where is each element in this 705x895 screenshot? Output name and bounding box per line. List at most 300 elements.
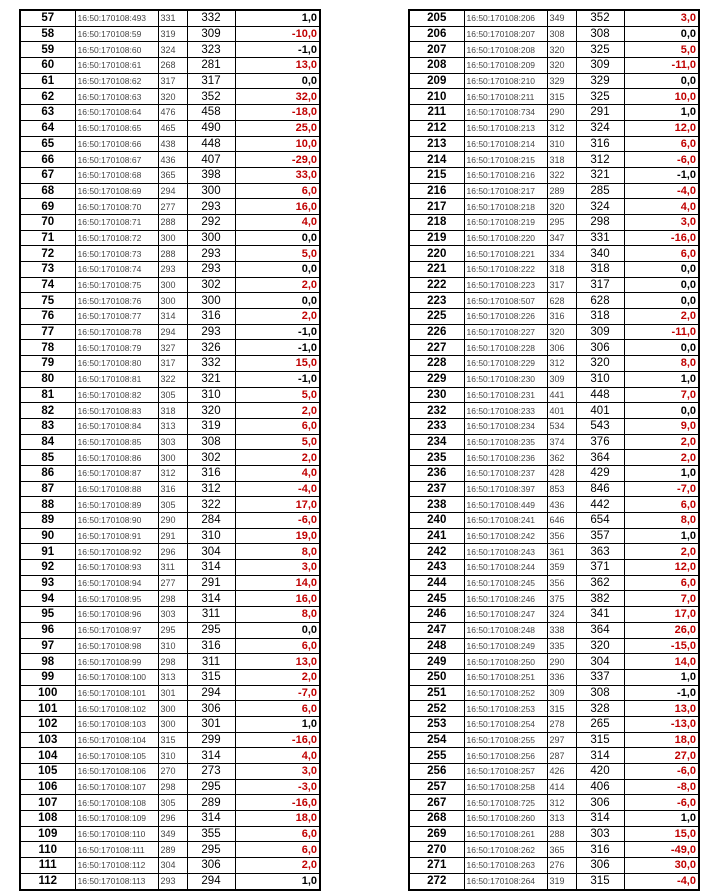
- value-b-cell: 293: [187, 246, 235, 262]
- row-index-cell: 109: [20, 826, 75, 842]
- difference-cell: 13,0: [235, 58, 320, 74]
- row-index-cell: 87: [20, 481, 75, 497]
- value-a-cell: 310: [547, 136, 576, 152]
- value-b-cell: 846: [576, 481, 624, 497]
- table-row: [20, 701, 320, 717]
- table-row: [20, 622, 320, 638]
- timestamp-cell: 16:50:170108:106: [75, 764, 158, 780]
- difference-cell: -15,0: [624, 638, 699, 654]
- timestamp-cell: 16:50:170108:108: [75, 795, 158, 811]
- table-row: [409, 481, 699, 497]
- table-row: [20, 418, 320, 434]
- timestamp-cell: 16:50:170108:235: [464, 434, 547, 450]
- table-row: [409, 858, 699, 874]
- difference-cell: 6,0: [235, 183, 320, 199]
- timestamp-cell: 16:50:170108:211: [464, 89, 547, 105]
- timestamp-cell: 16:50:170108:244: [464, 560, 547, 576]
- value-a-cell: 317: [547, 277, 576, 293]
- row-index-cell: 59: [20, 42, 75, 58]
- timestamp-cell: 16:50:170108:256: [464, 748, 547, 764]
- timestamp-cell: 16:50:170108:64: [75, 105, 158, 121]
- table-row: [20, 277, 320, 293]
- row-index-cell: 240: [409, 513, 464, 529]
- value-b-cell: 364: [576, 450, 624, 466]
- timestamp-cell: 16:50:170108:248: [464, 622, 547, 638]
- value-a-cell: 312: [158, 465, 187, 481]
- value-a-cell: 294: [158, 324, 187, 340]
- difference-cell: -6,0: [624, 795, 699, 811]
- timestamp-cell: 16:50:170108:237: [464, 465, 547, 481]
- timestamp-cell: 16:50:170108:262: [464, 842, 547, 858]
- value-b-cell: 352: [187, 89, 235, 105]
- table-row: [409, 591, 699, 607]
- difference-cell: -4,0: [624, 183, 699, 199]
- timestamp-cell: 16:50:170108:111: [75, 842, 158, 858]
- value-a-cell: 356: [547, 528, 576, 544]
- value-a-cell: 298: [158, 591, 187, 607]
- value-a-cell: 335: [547, 638, 576, 654]
- row-index-cell: 110: [20, 842, 75, 858]
- table-row: [20, 654, 320, 670]
- timestamp-cell: 16:50:170108:247: [464, 607, 547, 623]
- timestamp-cell: 16:50:170108:102: [75, 701, 158, 717]
- difference-cell: 1,0: [624, 528, 699, 544]
- value-b-cell: 301: [187, 716, 235, 732]
- table-row: [409, 685, 699, 701]
- row-index-cell: 272: [409, 873, 464, 889]
- value-a-cell: 322: [158, 371, 187, 387]
- timestamp-cell: 16:50:170108:214: [464, 136, 547, 152]
- right-table-body: [409, 10, 699, 890]
- timestamp-cell: 16:50:170108:264: [464, 873, 547, 889]
- row-index-cell: 217: [409, 199, 464, 215]
- table-row: [409, 246, 699, 262]
- value-b-cell: 293: [187, 262, 235, 278]
- table-row: [409, 779, 699, 795]
- timestamp-cell: 16:50:170108:74: [75, 262, 158, 278]
- value-b-cell: 304: [576, 654, 624, 670]
- difference-cell: -1,0: [235, 371, 320, 387]
- timestamp-cell: 16:50:170108:258: [464, 779, 547, 795]
- timestamp-cell: 16:50:170108:206: [464, 10, 547, 26]
- value-a-cell: 338: [547, 622, 576, 638]
- value-a-cell: 278: [547, 716, 576, 732]
- value-a-cell: 289: [547, 183, 576, 199]
- row-index-cell: 230: [409, 387, 464, 403]
- row-index-cell: 80: [20, 371, 75, 387]
- row-index-cell: 112: [20, 873, 75, 889]
- row-index-cell: 252: [409, 701, 464, 717]
- value-b-cell: 448: [187, 136, 235, 152]
- value-b-cell: 332: [187, 356, 235, 372]
- row-index-cell: 73: [20, 262, 75, 278]
- timestamp-cell: 16:50:170108:71: [75, 214, 158, 230]
- row-index-cell: 212: [409, 120, 464, 136]
- timestamp-cell: 16:50:170108:223: [464, 277, 547, 293]
- value-a-cell: 293: [158, 873, 187, 889]
- timestamp-cell: 16:50:170108:85: [75, 434, 158, 450]
- table-row: [409, 230, 699, 246]
- value-a-cell: 298: [158, 654, 187, 670]
- value-a-cell: 646: [547, 513, 576, 529]
- value-a-cell: 327: [158, 340, 187, 356]
- timestamp-cell: 16:50:170108:221: [464, 246, 547, 262]
- table-row: [409, 638, 699, 654]
- timestamp-cell: 16:50:170108:95: [75, 591, 158, 607]
- value-b-cell: 332: [187, 10, 235, 26]
- timestamp-cell: 16:50:170108:251: [464, 669, 547, 685]
- timestamp-cell: 16:50:170108:112: [75, 858, 158, 874]
- timestamp-cell: 16:50:170108:107: [75, 779, 158, 795]
- value-b-cell: 314: [187, 748, 235, 764]
- value-b-cell: 357: [576, 528, 624, 544]
- timestamp-cell: 16:50:170108:113: [75, 873, 158, 889]
- difference-cell: 0,0: [235, 73, 320, 89]
- difference-cell: 2,0: [235, 277, 320, 293]
- table-row: [409, 811, 699, 827]
- timestamp-cell: 16:50:170108:86: [75, 450, 158, 466]
- row-index-cell: 225: [409, 309, 464, 325]
- difference-cell: 0,0: [624, 262, 699, 278]
- value-b-cell: 320: [576, 638, 624, 654]
- row-index-cell: 236: [409, 465, 464, 481]
- value-a-cell: 334: [547, 246, 576, 262]
- row-index-cell: 78: [20, 340, 75, 356]
- row-index-cell: 64: [20, 120, 75, 136]
- row-index-cell: 95: [20, 607, 75, 623]
- row-index-cell: 221: [409, 262, 464, 278]
- value-b-cell: 309: [576, 58, 624, 74]
- value-b-cell: 325: [576, 42, 624, 58]
- row-index-cell: 57: [20, 10, 75, 26]
- difference-cell: 25,0: [235, 120, 320, 136]
- value-b-cell: 292: [187, 214, 235, 230]
- timestamp-cell: 16:50:170108:105: [75, 748, 158, 764]
- value-a-cell: 316: [547, 309, 576, 325]
- table-row: [20, 371, 320, 387]
- value-a-cell: 291: [158, 528, 187, 544]
- value-a-cell: 277: [158, 575, 187, 591]
- table-row: [20, 42, 320, 58]
- value-b-cell: 302: [187, 450, 235, 466]
- row-index-cell: 82: [20, 403, 75, 419]
- difference-cell: -16,0: [624, 230, 699, 246]
- timestamp-cell: 16:50:170108:59: [75, 26, 158, 42]
- value-b-cell: 323: [187, 42, 235, 58]
- value-a-cell: 476: [158, 105, 187, 121]
- value-b-cell: 293: [187, 324, 235, 340]
- value-b-cell: 314: [187, 560, 235, 576]
- row-index-cell: 97: [20, 638, 75, 654]
- value-b-cell: 401: [576, 403, 624, 419]
- timestamp-cell: 16:50:170108:227: [464, 324, 547, 340]
- timestamp-cell: 16:50:170108:208: [464, 42, 547, 58]
- table-row: [409, 465, 699, 481]
- timestamp-cell: 16:50:170108:226: [464, 309, 547, 325]
- value-a-cell: 318: [158, 403, 187, 419]
- row-index-cell: 93: [20, 575, 75, 591]
- difference-cell: -18,0: [235, 105, 320, 121]
- table-row: [20, 497, 320, 513]
- timestamp-cell: 16:50:170108:246: [464, 591, 547, 607]
- value-b-cell: 458: [187, 105, 235, 121]
- table-row: [409, 544, 699, 560]
- difference-cell: 16,0: [235, 199, 320, 215]
- value-b-cell: 318: [576, 262, 624, 278]
- row-index-cell: 222: [409, 277, 464, 293]
- timestamp-cell: 16:50:170108:93: [75, 560, 158, 576]
- timestamp-cell: 16:50:170108:88: [75, 481, 158, 497]
- row-index-cell: 257: [409, 779, 464, 795]
- value-b-cell: 628: [576, 293, 624, 309]
- row-index-cell: 267: [409, 795, 464, 811]
- table-row: [409, 293, 699, 309]
- value-a-cell: 349: [547, 10, 576, 26]
- row-index-cell: 223: [409, 293, 464, 309]
- value-a-cell: 295: [547, 214, 576, 230]
- value-a-cell: 300: [158, 277, 187, 293]
- value-b-cell: 352: [576, 10, 624, 26]
- table-row: [20, 183, 320, 199]
- difference-cell: -16,0: [235, 795, 320, 811]
- table-row: [20, 167, 320, 183]
- row-index-cell: 244: [409, 575, 464, 591]
- table-row: [20, 387, 320, 403]
- difference-cell: 4,0: [235, 748, 320, 764]
- value-b-cell: 326: [187, 340, 235, 356]
- table-row: [409, 309, 699, 325]
- table-row: [409, 214, 699, 230]
- row-index-cell: 58: [20, 26, 75, 42]
- table-row: [20, 199, 320, 215]
- value-b-cell: 293: [187, 199, 235, 215]
- difference-cell: -11,0: [624, 324, 699, 340]
- value-b-cell: 306: [187, 858, 235, 874]
- difference-cell: 26,0: [624, 622, 699, 638]
- value-b-cell: 299: [187, 732, 235, 748]
- difference-cell: 5,0: [235, 387, 320, 403]
- table-row: [409, 277, 699, 293]
- row-index-cell: 84: [20, 434, 75, 450]
- difference-cell: 0,0: [235, 262, 320, 278]
- table-row: [20, 826, 320, 842]
- row-index-cell: 268: [409, 811, 464, 827]
- table-row: [409, 356, 699, 372]
- row-index-cell: 271: [409, 858, 464, 874]
- row-index-cell: 60: [20, 58, 75, 74]
- row-index-cell: 68: [20, 183, 75, 199]
- difference-cell: 0,0: [624, 340, 699, 356]
- table-row: [409, 795, 699, 811]
- value-a-cell: 319: [547, 873, 576, 889]
- value-a-cell: 313: [158, 418, 187, 434]
- value-b-cell: 294: [187, 873, 235, 889]
- value-b-cell: 273: [187, 764, 235, 780]
- difference-cell: 0,0: [235, 293, 320, 309]
- row-index-cell: 247: [409, 622, 464, 638]
- table-row: [20, 230, 320, 246]
- timestamp-cell: 16:50:170108:68: [75, 167, 158, 183]
- value-a-cell: 465: [158, 120, 187, 136]
- row-index-cell: 77: [20, 324, 75, 340]
- timestamp-cell: 16:50:170108:104: [75, 732, 158, 748]
- difference-cell: 2,0: [624, 434, 699, 450]
- value-a-cell: 290: [158, 513, 187, 529]
- value-b-cell: 314: [187, 811, 235, 827]
- table-row: [20, 858, 320, 874]
- timestamp-cell: 16:50:170108:216: [464, 167, 547, 183]
- value-b-cell: 442: [576, 497, 624, 513]
- value-a-cell: 288: [158, 246, 187, 262]
- table-row: [20, 669, 320, 685]
- value-a-cell: 853: [547, 481, 576, 497]
- row-index-cell: 72: [20, 246, 75, 262]
- difference-cell: 4,0: [624, 199, 699, 215]
- row-index-cell: 235: [409, 450, 464, 466]
- row-index-cell: 92: [20, 560, 75, 576]
- difference-cell: 16,0: [235, 591, 320, 607]
- timestamp-cell: 16:50:170108:231: [464, 387, 547, 403]
- difference-cell: -49,0: [624, 842, 699, 858]
- value-b-cell: 308: [576, 685, 624, 701]
- table-row: [409, 842, 699, 858]
- table-row: [409, 89, 699, 105]
- timestamp-cell: 16:50:170108:94: [75, 575, 158, 591]
- table-row: [20, 591, 320, 607]
- value-b-cell: 316: [187, 638, 235, 654]
- table-row: [20, 89, 320, 105]
- timestamp-cell: 16:50:170108:103: [75, 716, 158, 732]
- table-row: [409, 560, 699, 576]
- row-index-cell: 76: [20, 309, 75, 325]
- difference-cell: 1,0: [235, 10, 320, 26]
- row-index-cell: 209: [409, 73, 464, 89]
- table-row: [20, 105, 320, 121]
- value-b-cell: 337: [576, 669, 624, 685]
- value-a-cell: 320: [547, 324, 576, 340]
- difference-cell: 0,0: [235, 622, 320, 638]
- row-index-cell: 85: [20, 450, 75, 466]
- value-a-cell: 305: [158, 795, 187, 811]
- table-row: [409, 58, 699, 74]
- timestamp-cell: 16:50:170108:222: [464, 262, 547, 278]
- value-a-cell: 310: [158, 748, 187, 764]
- difference-cell: 0,0: [235, 230, 320, 246]
- value-b-cell: 329: [576, 73, 624, 89]
- difference-cell: 30,0: [624, 858, 699, 874]
- row-index-cell: 207: [409, 42, 464, 58]
- difference-cell: 6,0: [235, 418, 320, 434]
- timestamp-cell: 16:50:170108:734: [464, 105, 547, 121]
- value-b-cell: 302: [187, 277, 235, 293]
- row-index-cell: 71: [20, 230, 75, 246]
- timestamp-cell: 16:50:170108:67: [75, 152, 158, 168]
- value-b-cell: 406: [576, 779, 624, 795]
- value-b-cell: 316: [576, 842, 624, 858]
- value-a-cell: 303: [158, 434, 187, 450]
- row-index-cell: 232: [409, 403, 464, 419]
- value-a-cell: 365: [547, 842, 576, 858]
- timestamp-cell: 16:50:170108:69: [75, 183, 158, 199]
- value-a-cell: 361: [547, 544, 576, 560]
- difference-cell: -7,0: [235, 685, 320, 701]
- row-index-cell: 98: [20, 654, 75, 670]
- value-b-cell: 317: [576, 277, 624, 293]
- row-index-cell: 219: [409, 230, 464, 246]
- difference-cell: 19,0: [235, 528, 320, 544]
- value-a-cell: 306: [547, 340, 576, 356]
- table-row: [409, 199, 699, 215]
- table-row: [20, 575, 320, 591]
- row-index-cell: 99: [20, 669, 75, 685]
- row-index-cell: 208: [409, 58, 464, 74]
- timestamp-cell: 16:50:170108:507: [464, 293, 547, 309]
- value-b-cell: 317: [187, 73, 235, 89]
- value-b-cell: 324: [576, 199, 624, 215]
- difference-cell: 2,0: [624, 450, 699, 466]
- difference-cell: 1,0: [624, 105, 699, 121]
- value-a-cell: 401: [547, 403, 576, 419]
- difference-cell: 6,0: [624, 136, 699, 152]
- value-a-cell: 414: [547, 779, 576, 795]
- table-row: [409, 10, 699, 26]
- value-a-cell: 359: [547, 560, 576, 576]
- value-b-cell: 295: [187, 842, 235, 858]
- value-b-cell: 398: [187, 167, 235, 183]
- difference-cell: 6,0: [235, 826, 320, 842]
- timestamp-cell: 16:50:170108:99: [75, 654, 158, 670]
- row-index-cell: 79: [20, 356, 75, 372]
- timestamp-cell: 16:50:170108:75: [75, 277, 158, 293]
- value-a-cell: 315: [547, 89, 576, 105]
- value-b-cell: 306: [576, 858, 624, 874]
- timestamp-cell: 16:50:170108:213: [464, 120, 547, 136]
- timestamp-cell: 16:50:170108:61: [75, 58, 158, 74]
- timestamp-cell: 16:50:170108:261: [464, 826, 547, 842]
- table-row: [409, 183, 699, 199]
- table-row: [20, 58, 320, 74]
- difference-cell: 5,0: [235, 434, 320, 450]
- timestamp-cell: 16:50:170108:101: [75, 685, 158, 701]
- table-row: [20, 811, 320, 827]
- value-b-cell: 300: [187, 293, 235, 309]
- value-b-cell: 310: [187, 387, 235, 403]
- row-index-cell: 243: [409, 560, 464, 576]
- value-b-cell: 312: [187, 481, 235, 497]
- table-row: [409, 324, 699, 340]
- row-index-cell: 210: [409, 89, 464, 105]
- value-a-cell: 349: [158, 826, 187, 842]
- difference-cell: 10,0: [235, 136, 320, 152]
- value-a-cell: 310: [158, 638, 187, 654]
- timestamp-cell: 16:50:170108:249: [464, 638, 547, 654]
- timestamp-cell: 16:50:170108:207: [464, 26, 547, 42]
- value-a-cell: 287: [547, 748, 576, 764]
- difference-cell: -1,0: [235, 340, 320, 356]
- table-row: [20, 214, 320, 230]
- difference-cell: 1,0: [624, 669, 699, 685]
- timestamp-cell: 16:50:170108:250: [464, 654, 547, 670]
- row-index-cell: 66: [20, 152, 75, 168]
- value-b-cell: 321: [576, 167, 624, 183]
- table-row: [20, 309, 320, 325]
- row-index-cell: 89: [20, 513, 75, 529]
- value-b-cell: 285: [576, 183, 624, 199]
- row-index-cell: 69: [20, 199, 75, 215]
- table-row: [409, 340, 699, 356]
- value-b-cell: 325: [576, 89, 624, 105]
- timestamp-cell: 16:50:170108:73: [75, 246, 158, 262]
